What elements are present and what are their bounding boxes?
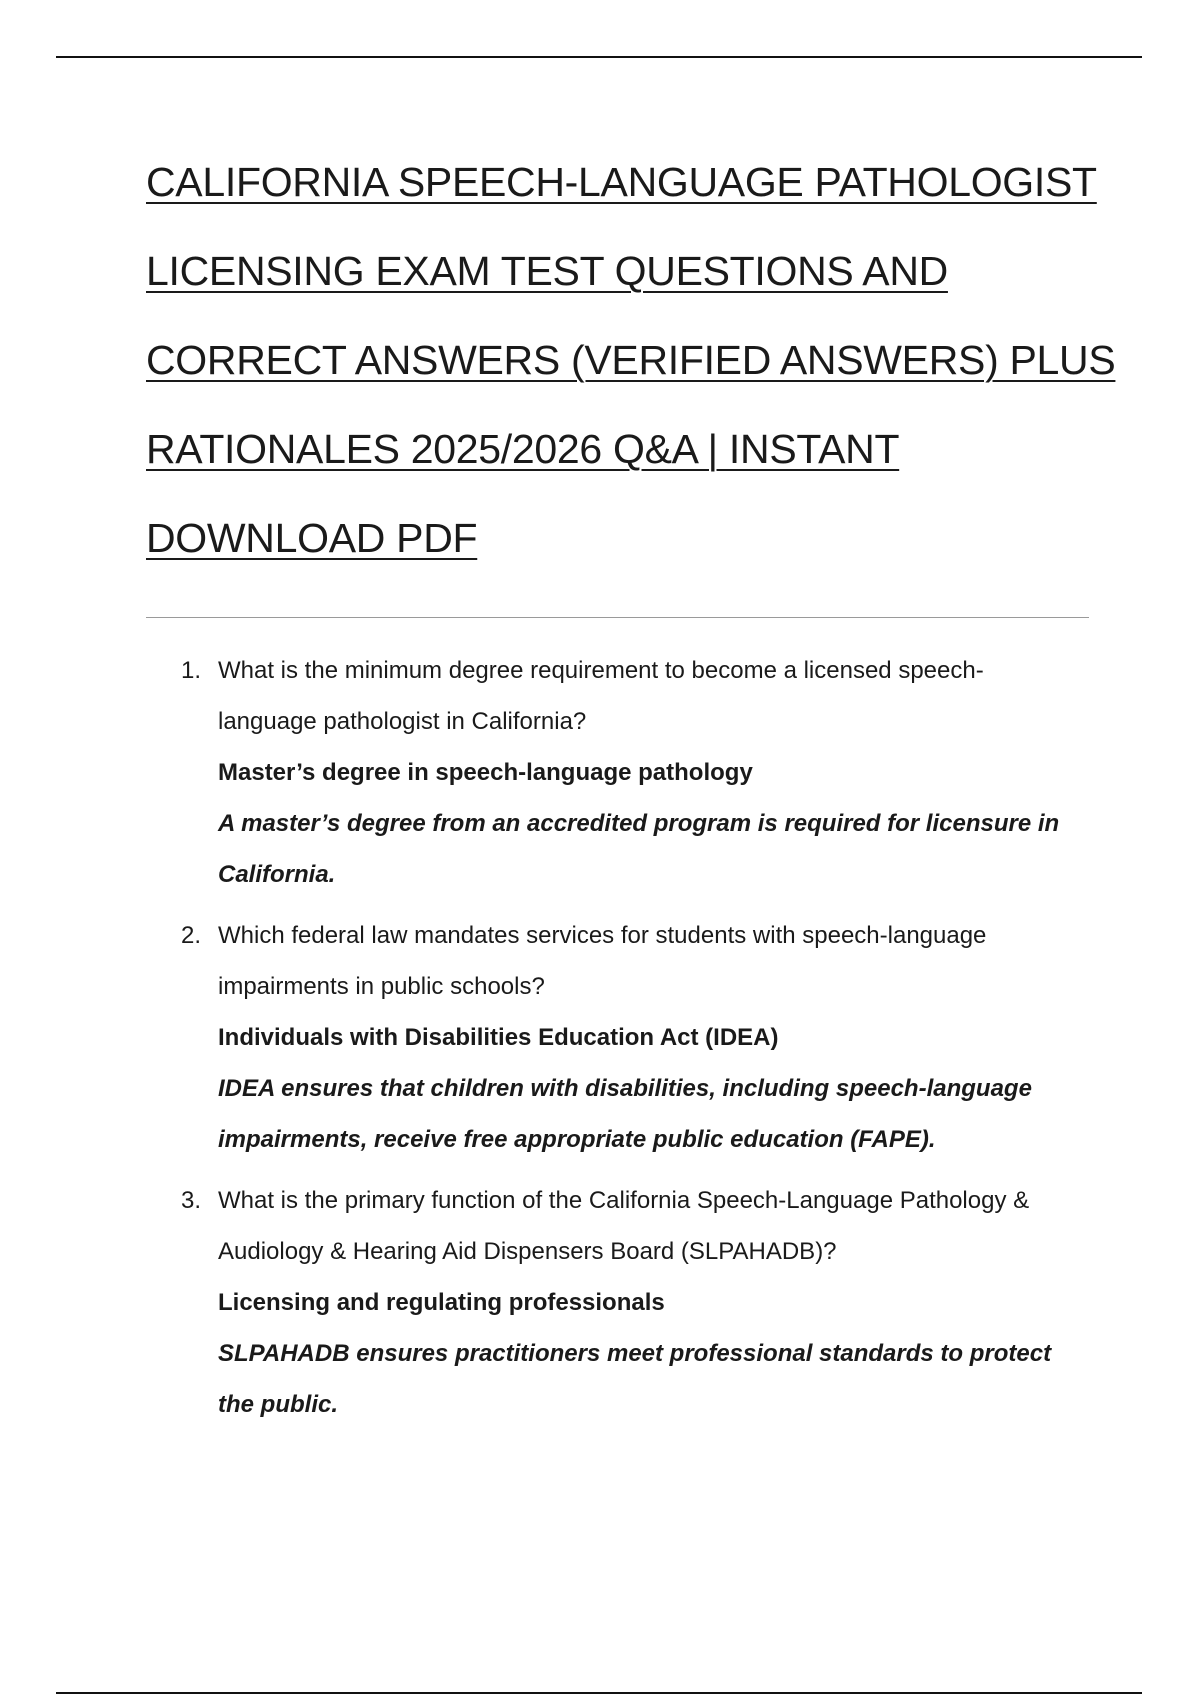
question-number: 2. (181, 922, 202, 949)
rationale-text: SLPAHADB ensures practitioners meet professional standards to protect the public. (218, 1340, 1052, 1418)
section-divider (146, 617, 1089, 618)
title-line: CORRECT ANSWERS (VERIFIED ANSWERS) PLUS (146, 337, 1116, 383)
document-title (146, 138, 1116, 583)
question-item (0, 645, 1080, 900)
question-item (0, 1175, 1080, 1430)
title-line: LICENSING EXAM TEST QUESTIONS AND (146, 248, 948, 294)
question-list (0, 645, 1200, 1440)
question-number: 1. (181, 657, 202, 684)
title-line: CALIFORNIA SPEECH-LANGUAGE PATHOLOGIST (146, 159, 1097, 205)
answer-text: Master’s degree in speech-language pathology (218, 759, 753, 786)
header-rule (56, 56, 1142, 58)
rationale-text: IDEA ensures that children with disabilities, including speech-language impairments, receive free appropriate public education (FAPE). (218, 1075, 1032, 1153)
footer-rule (56, 1692, 1142, 1694)
question-item (0, 910, 1080, 1165)
question-number: 3. (181, 1187, 202, 1214)
rationale-text: A master’s degree from an accredited program is required for licensure in California. (218, 810, 1060, 888)
answer-text: Individuals with Disabilities Education Act (IDEA) (218, 1024, 779, 1051)
title-line: RATIONALES 2025/2026 Q&A | INSTANT (146, 426, 900, 472)
answer-text: Licensing and regulating professionals (218, 1289, 665, 1316)
question-text: Which federal law mandates services for students with speech-language impairments in public schools? (218, 922, 987, 1000)
question-text: What is the minimum degree requirement to become a licensed speech-language pathologist in California? (218, 657, 984, 735)
question-text: What is the primary function of the California Speech-Language Pathology & Audiology & Hearing Aid Dispensers Board (SLPAHADB)? (218, 1187, 1030, 1265)
title-line: DOWNLOAD PDF (146, 515, 478, 561)
